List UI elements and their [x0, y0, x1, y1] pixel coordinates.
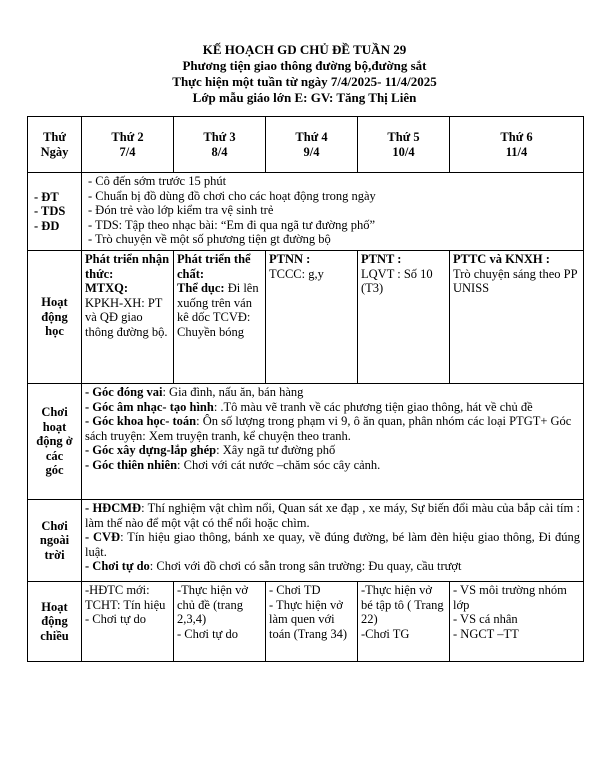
afternoon-cell-tue: -Thực hiện vở chủ đề (trang 2,3,4) - Chơi tự do — [174, 582, 266, 662]
learning-cell-tue: Phát triển thể chất: Thể dục: Đi lên xuống trên ván kê dốc TCVĐ: Chuyền bóng — [174, 251, 266, 384]
plan-topic: Phương tiện giao thông đường bộ,đường sắt — [182, 58, 427, 73]
list-item: - Góc xây dựng-lắp ghép: Xây ngã tư đường phố — [85, 443, 336, 457]
afternoon-row-label: Hoạt động chiều — [28, 582, 82, 662]
afternoon-cell-thu: -Thực hiện vở bé tập tô ( Trang 22) -Chơi TG — [358, 582, 450, 662]
corners-activities — [82, 384, 584, 500]
list-item: - Chuẩn bị đồ dùng đồ chơi cho các hoạt động trong ngày — [88, 188, 376, 203]
list-item: - Góc khoa học- toán: Ôn số lượng trong phạm vi 9, ô ăn quan, phân nhóm các loại PTGT+ Góc sách truyện: Xem truyện tranh, kể chuyện theo tranh. — [85, 414, 572, 443]
learning-row — [28, 251, 584, 384]
outdoor-activities — [82, 500, 584, 582]
list-item: - CVĐ: Tín hiệu giao thông, bánh xe quay, về đúng đường, bé làm đèn hiệu giao thông, Đi đúng luật. — [85, 530, 580, 559]
learning-cell-wed: PTNN : TCCC: g,y — [266, 251, 358, 384]
plan-dates: Thực hiện một tuần từ ngày 7/4/2025- 11/4/2025 — [172, 74, 437, 89]
outdoor-row — [28, 500, 584, 582]
afternoon-cell-fri: - VS môi trường nhóm lớp - VS cá nhân - NGCT –TT — [450, 582, 584, 662]
list-item: - Cô đến sớm trước 15 phút — [88, 174, 227, 188]
outdoor-row-label: Chơi ngoài trời — [28, 500, 82, 582]
schedule-table — [27, 116, 584, 662]
afternoon-cell-wed: - Chơi TD - Thực hiện vở làm quen với toán (Trang 34) — [266, 582, 358, 662]
learning-row-label: Hoạt động học — [28, 251, 82, 384]
day-header-tue: Thứ 3 8/4 — [174, 117, 266, 173]
plan-title: KẾ HOẠCH GD CHỦ ĐỀ TUẦN 29 — [202, 42, 407, 57]
list-item: - TDS: Tập theo nhạc bài: “Em đi qua ngã tư đường phố” — [88, 217, 375, 232]
day-column-header: Thứ Ngày — [28, 117, 82, 173]
list-item: - HĐCMĐ: Thí nghiệm vật chìm nổi, Quan sát xe đạp , xe máy, Sự biến đổi màu của bắp cải tím : làm thế nào để một vật có thể nổi hoặc chìm. — [85, 501, 581, 530]
day-header-fri: Thứ 6 11/4 — [450, 117, 584, 173]
morning-row — [28, 173, 584, 251]
day-header-wed: Thứ 4 9/4 — [266, 117, 358, 173]
morning-row-label: - ĐT - TDS - ĐD — [28, 173, 82, 251]
list-item: - Đón trẻ vào lớp kiểm tra vệ sinh trẻ — [88, 203, 274, 217]
list-item: - Trò chuyện về một số phương tiện gt đường bộ — [88, 232, 331, 246]
afternoon-row — [28, 582, 584, 662]
learning-cell-thu: PTNT : LQVT : Số 10 (T3) — [358, 251, 450, 384]
list-item: - Góc thiên nhiên: Chơi với cát nước –chăm sóc cây cảnh. — [85, 457, 381, 472]
learning-cell-fri: PTTC và KNXH : Trò chuyện sáng theo PP UNISS — [450, 251, 584, 384]
afternoon-cell-mon: -HĐTC mới: TCHT: Tín hiệu - Chơi tự do — [82, 582, 174, 662]
morning-activities — [82, 173, 584, 251]
plan-class: Lớp mẫu giáo lớn E: GV: Tăng Thị Liên — [192, 90, 417, 105]
day-header-thu: Thứ 5 10/4 — [358, 117, 450, 173]
list-item: - Chơi tự do: Chơi với đồ chơi có sẵn trong sân trường: Đu quay, cầu trượt — [85, 559, 462, 573]
corners-row-label: Chơi hoạt động ở các góc — [28, 384, 82, 500]
list-item: - Góc đóng vai: Gia đình, nấu ăn, bán hàng — [85, 385, 304, 399]
learning-cell-mon: Phát triển nhận thức: MTXQ: KPKH-XH: PT và QĐ giao thông đường bộ. — [82, 251, 174, 384]
list-item: - Góc âm nhạc- tạo hình: .Tô màu vẽ tranh về các phương tiện giao thông, hát về chủ đề — [85, 399, 533, 414]
corners-row — [28, 384, 584, 500]
header-row — [28, 117, 584, 173]
day-header-mon: Thứ 2 7/4 — [82, 117, 174, 173]
